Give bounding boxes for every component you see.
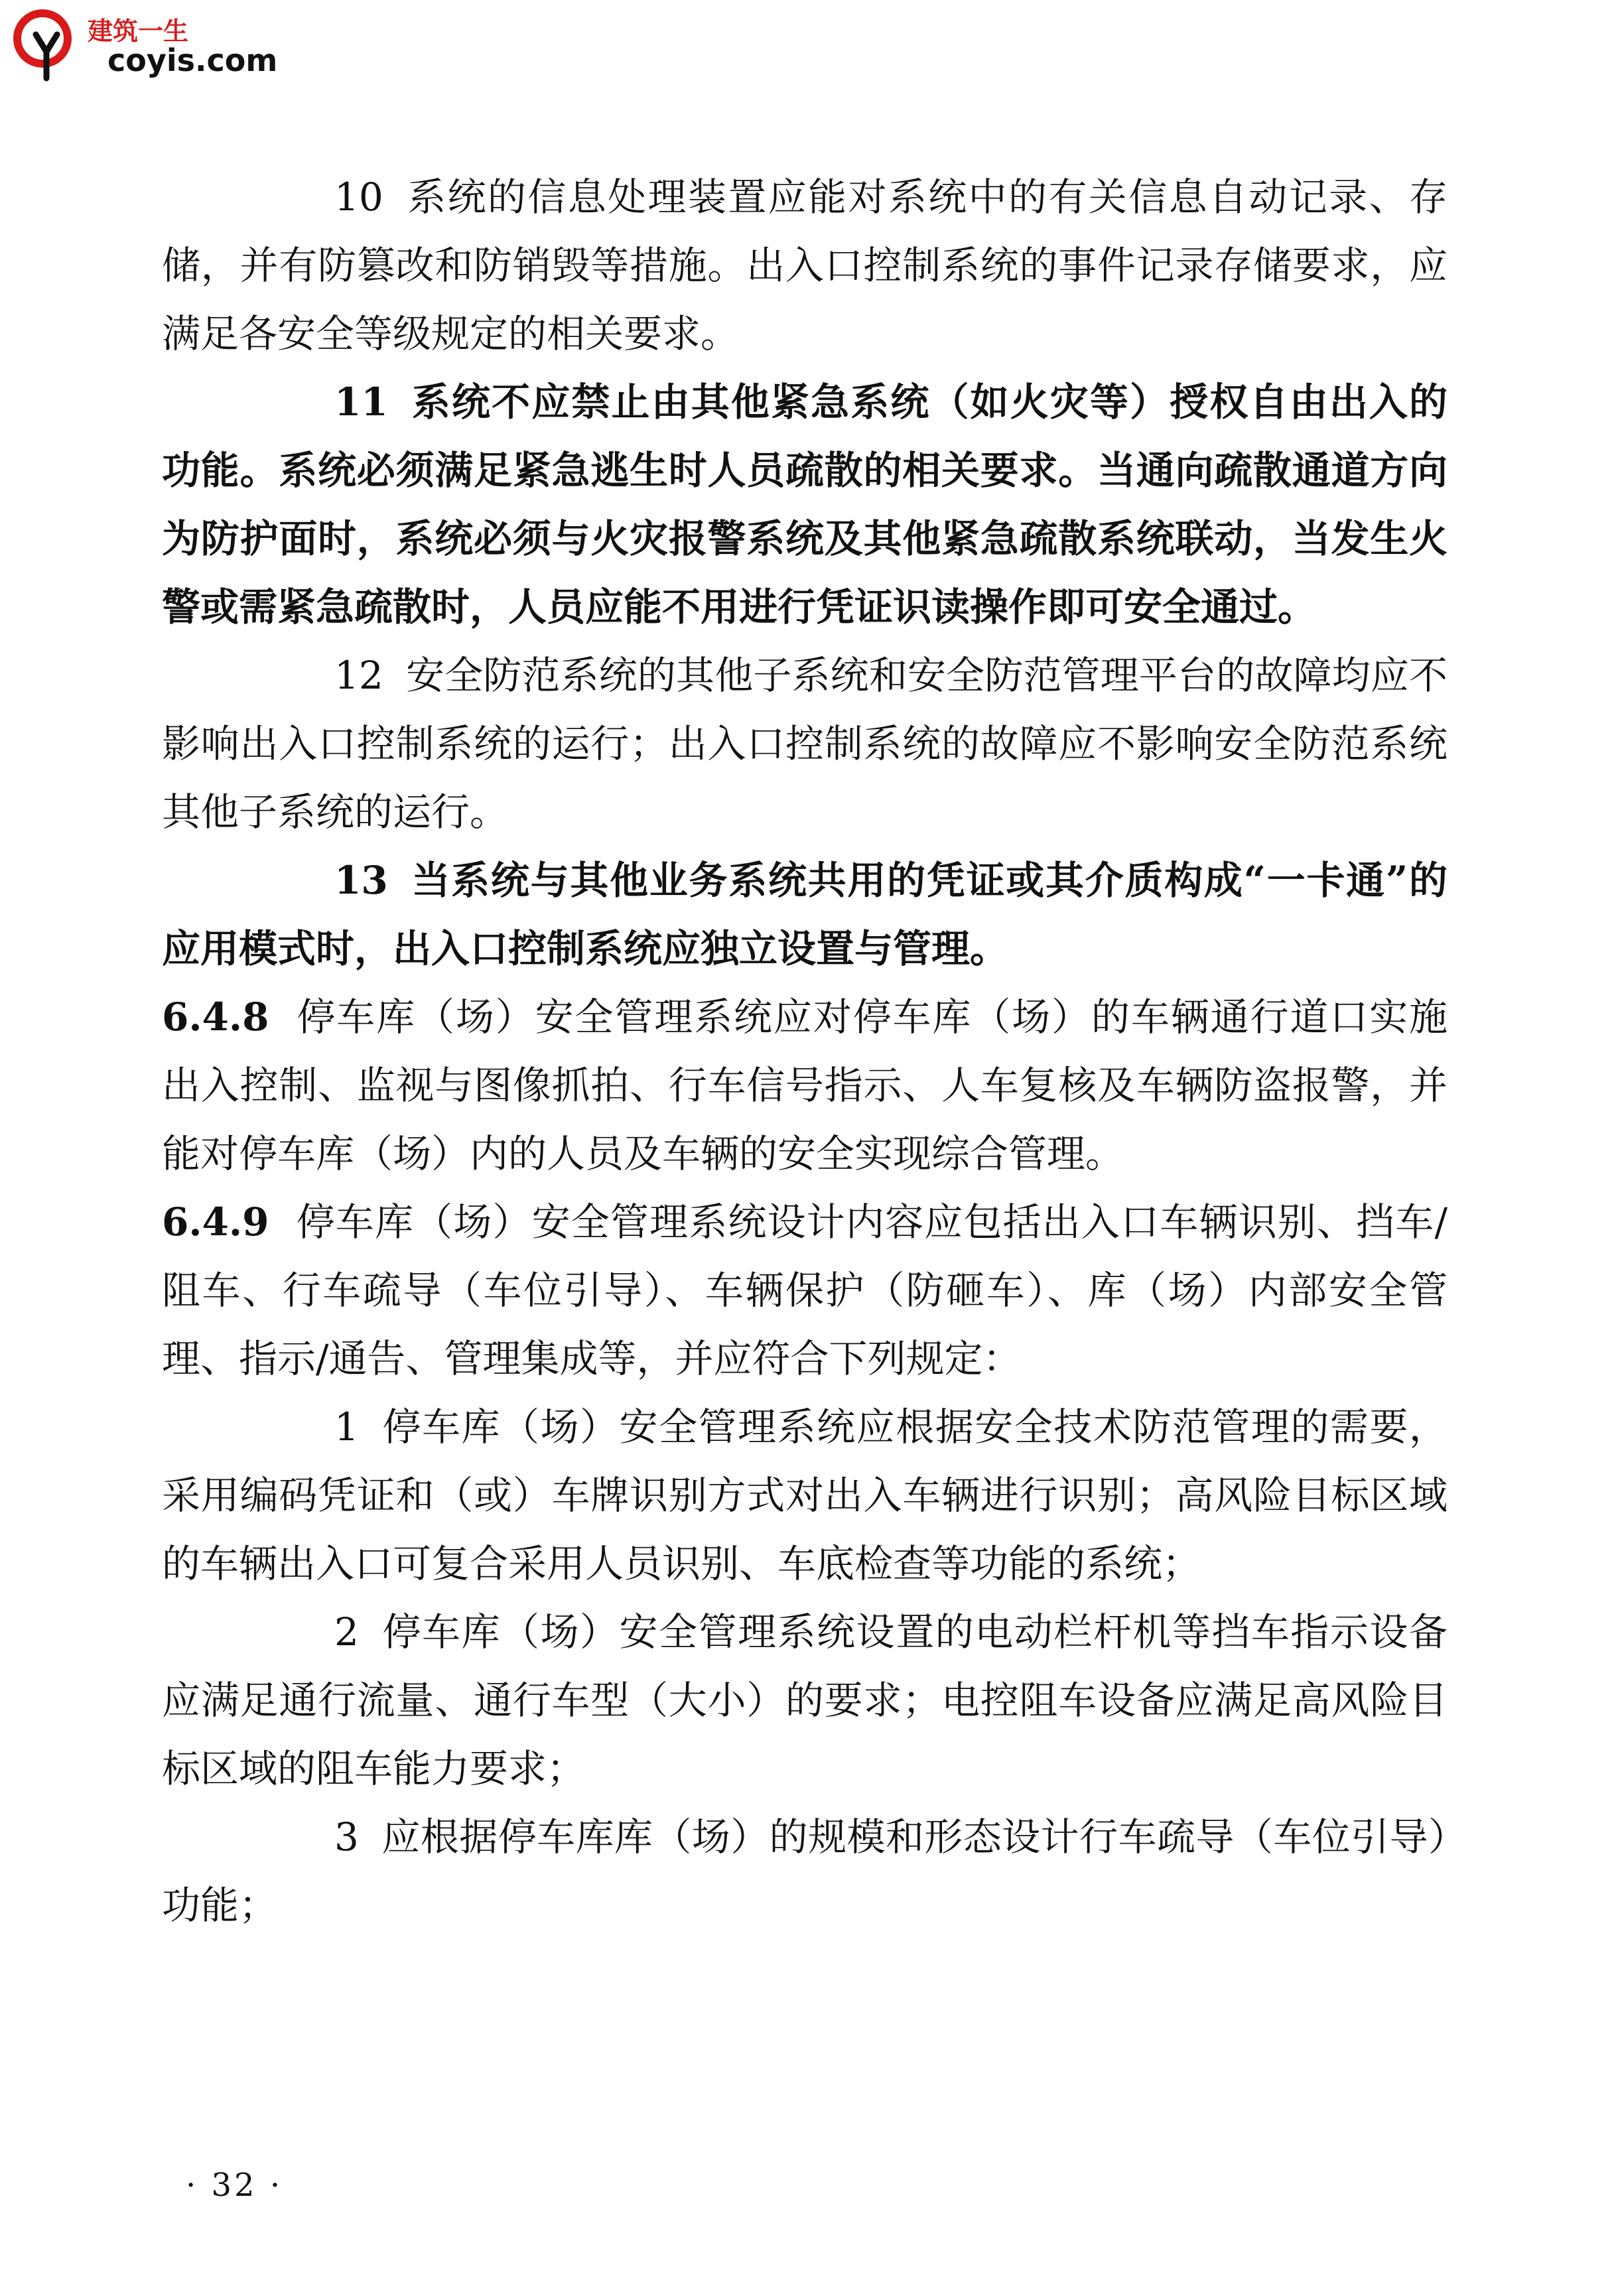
- item-text: 应根据停车库库（场）的规模和形态设计行车疏导（车位引导）功能；: [162, 1814, 1447, 1928]
- list-item-2: [162, 1598, 1447, 1803]
- item-number: 12: [334, 653, 383, 698]
- clause-text: 停车库（场）安全管理系统设计内容应包括出入口车辆识别、挡车/阻车、行车疏导（车位引导）、车辆保护（防砸车）、库（场）内部安全管理、指示/通告、管理集成等，并应符合下列规定：: [162, 1199, 1447, 1381]
- item-text: 系统的信息处理装置应能对系统中的有关信息自动记录、存储，并有防篡改和防销毁等措施。出入口控制系统的事件记录存储要求，应满足各安全等级规定的相关要求。: [162, 174, 1447, 356]
- list-item-10: [162, 163, 1447, 368]
- item-text: 安全防范系统的其他子系统和安全防范管理平台的故障均应不影响出入口控制系统的运行；出入口控制系统的故障应不影响安全防范系统其他子系统的运行。: [162, 653, 1447, 835]
- watermark-logo: [9, 4, 288, 90]
- item-text: 停车库（场）安全管理系统应根据安全技术防范管理的需要，采用编码凭证和（或）车牌识别方式对出入车辆进行识别；高风险目标区域的车辆出入口可复合采用人员识别、车底检查等功能的系统；: [162, 1404, 1447, 1586]
- list-item-13-mandatory: [162, 846, 1447, 983]
- clause-number: 6.4.8: [162, 994, 269, 1040]
- item-number: 1: [334, 1404, 359, 1450]
- watermark-site-name: 建筑一生: [88, 17, 189, 46]
- clause-6-4-9: [162, 1188, 1447, 1393]
- list-item-11-mandatory: [162, 368, 1447, 642]
- item-text: 当系统与其他业务系统共用的凭证或其介质构成“一卡通”的应用模式时，出入口控制系统应独立设置与管理。: [162, 858, 1447, 971]
- document-body: [162, 163, 1447, 1940]
- item-number: 3: [334, 1814, 359, 1859]
- clause-number: 6.4.9: [162, 1199, 269, 1245]
- watermark-url: coyis.com: [107, 42, 278, 78]
- list-item-12: [162, 642, 1447, 846]
- item-number: 10: [334, 174, 383, 220]
- clause-6-4-8: [162, 983, 1447, 1188]
- item-number: 11: [334, 379, 388, 425]
- list-item-1: [162, 1393, 1447, 1598]
- item-text: 系统不应禁止由其他紧急系统（如火灾等）授权自由出入的功能。系统必须满足紧急逃生时人员疏散的相关要求。当通向疏散通道方向为防护面时，系统必须与火灾报警系统及其他紧急疏散系统联动，当发生火警或需紧急疏散时，人员应能不用进行凭证识读操作即可安全通过。: [162, 379, 1447, 630]
- clause-text: 停车库（场）安全管理系统应对停车库（场）的车辆通行道口实施出入控制、监视与图像抓拍、行车信号指示、人车复核及车辆防盗报警，并能对停车库（场）内的人员及车辆的安全实现综合管理。: [162, 994, 1447, 1176]
- list-item-3: [162, 1803, 1447, 1940]
- item-text: 停车库（场）安全管理系统设置的电动栏杆机等挡车指示设备应满足通行流量、通行车型（大小）的要求；电控阻车设备应满足高风险目标区域的阻车能力要求；: [162, 1609, 1447, 1791]
- item-number: 13: [334, 858, 388, 903]
- cy-logo-icon: [9, 4, 89, 90]
- item-number: 2: [334, 1609, 359, 1654]
- page-number: · 32 ·: [186, 2167, 283, 2204]
